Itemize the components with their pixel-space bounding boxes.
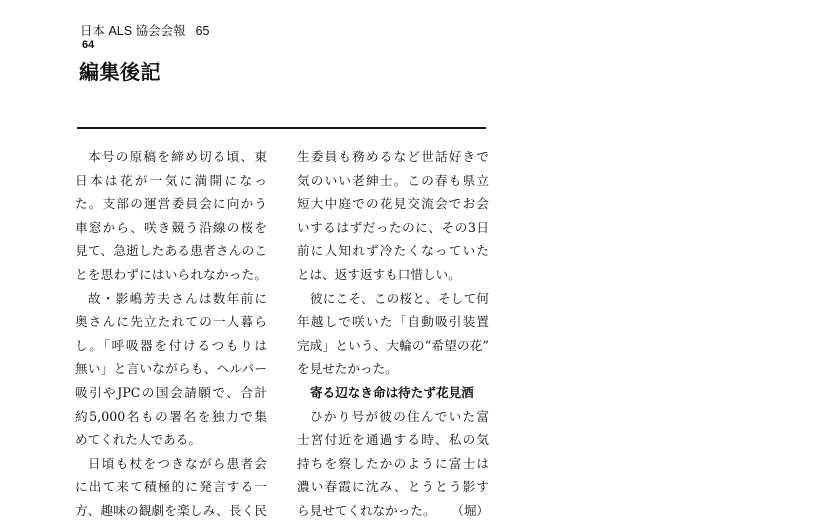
text-line: 日頃も杖をつきながら患者会 — [88, 455, 267, 471]
text-line: 無い」と言いながらも、ヘルパー — [75, 361, 267, 377]
text-line: とは、返す返すも口惜しい。 — [297, 266, 461, 282]
text-line: 本号の原稿を締め切る頃、東 — [88, 149, 267, 164]
text-line: に出て来て積極的に発言する一 — [75, 479, 267, 495]
text-line: 見て、急逝したある患者さんのこ — [75, 243, 267, 259]
page-title: 編集後記 — [79, 60, 161, 84]
running-header — [80, 23, 209, 39]
text-line: 前に人知れず冷たくなっていた — [297, 243, 489, 259]
issue-number: 65 — [195, 24, 210, 38]
text-line: 故・影嶋芳夫さんは数年前に — [88, 290, 267, 306]
text-line: た。支部の運営委員会に向かう — [75, 196, 267, 212]
text-line: し。「呼吸器を付けるつもりは — [75, 337, 267, 353]
text-line: 濃い春霞に沈み、とうとう影す — [297, 479, 489, 495]
text-line: を見せたかった。 — [297, 361, 398, 377]
text-column-right — [297, 145, 489, 523]
text-line: 生委員も務めるなど世話好きで — [297, 149, 489, 164]
text-line: 短大中庭での花見交流会でお会 — [297, 196, 489, 212]
text-line: 約5,000名もの署名を独力で集 — [75, 408, 267, 424]
text-line: 士宮付近を通過する時、私の気 — [297, 432, 489, 448]
text-line: 気のいい老紳士。この春も県立 — [297, 172, 489, 188]
text-line: 持ちを察したかのように富士は — [297, 455, 489, 471]
text-line: 彼にこそ、この桜と、そして何 — [310, 290, 489, 306]
page-number: 64 — [82, 39, 95, 51]
text-line: 完成」という、大輪の“希望の花” — [297, 337, 489, 353]
haiku-line: 寄る辺なき命は待たず花見酒 — [310, 384, 474, 400]
text-line: 日本は花が一気に満開になっ — [75, 172, 267, 188]
text-line: 車窓から、咲き競う沿線の桜を — [75, 219, 267, 235]
publication-name: 日本 ALS 協会会報 — [80, 24, 186, 38]
text-line: 方、趣味の観劇を楽しみ、長く民 — [75, 502, 267, 518]
text-line: めてくれた人である。 — [75, 432, 201, 448]
text-line-final — [297, 499, 489, 523]
text-line: 吸引やJPCの国会請願で、合計 — [75, 384, 267, 400]
text-line: ら見せてくれなかった。 — [297, 502, 436, 518]
text-line: 奥さんに先立たれての一人暮ら — [75, 314, 267, 330]
text-column-left — [75, 145, 267, 523]
text-line: とを思わずにはいられなかった。 — [75, 266, 267, 282]
editor-signature: （堀） — [451, 502, 489, 518]
text-line: 年越しで咲いた「自動吸引装置 — [297, 314, 489, 330]
text-line: ひかり号が彼の住んでいた富 — [310, 408, 489, 424]
text-line: いするはずだったのに、その3日 — [297, 219, 489, 235]
title-divider — [77, 127, 486, 129]
